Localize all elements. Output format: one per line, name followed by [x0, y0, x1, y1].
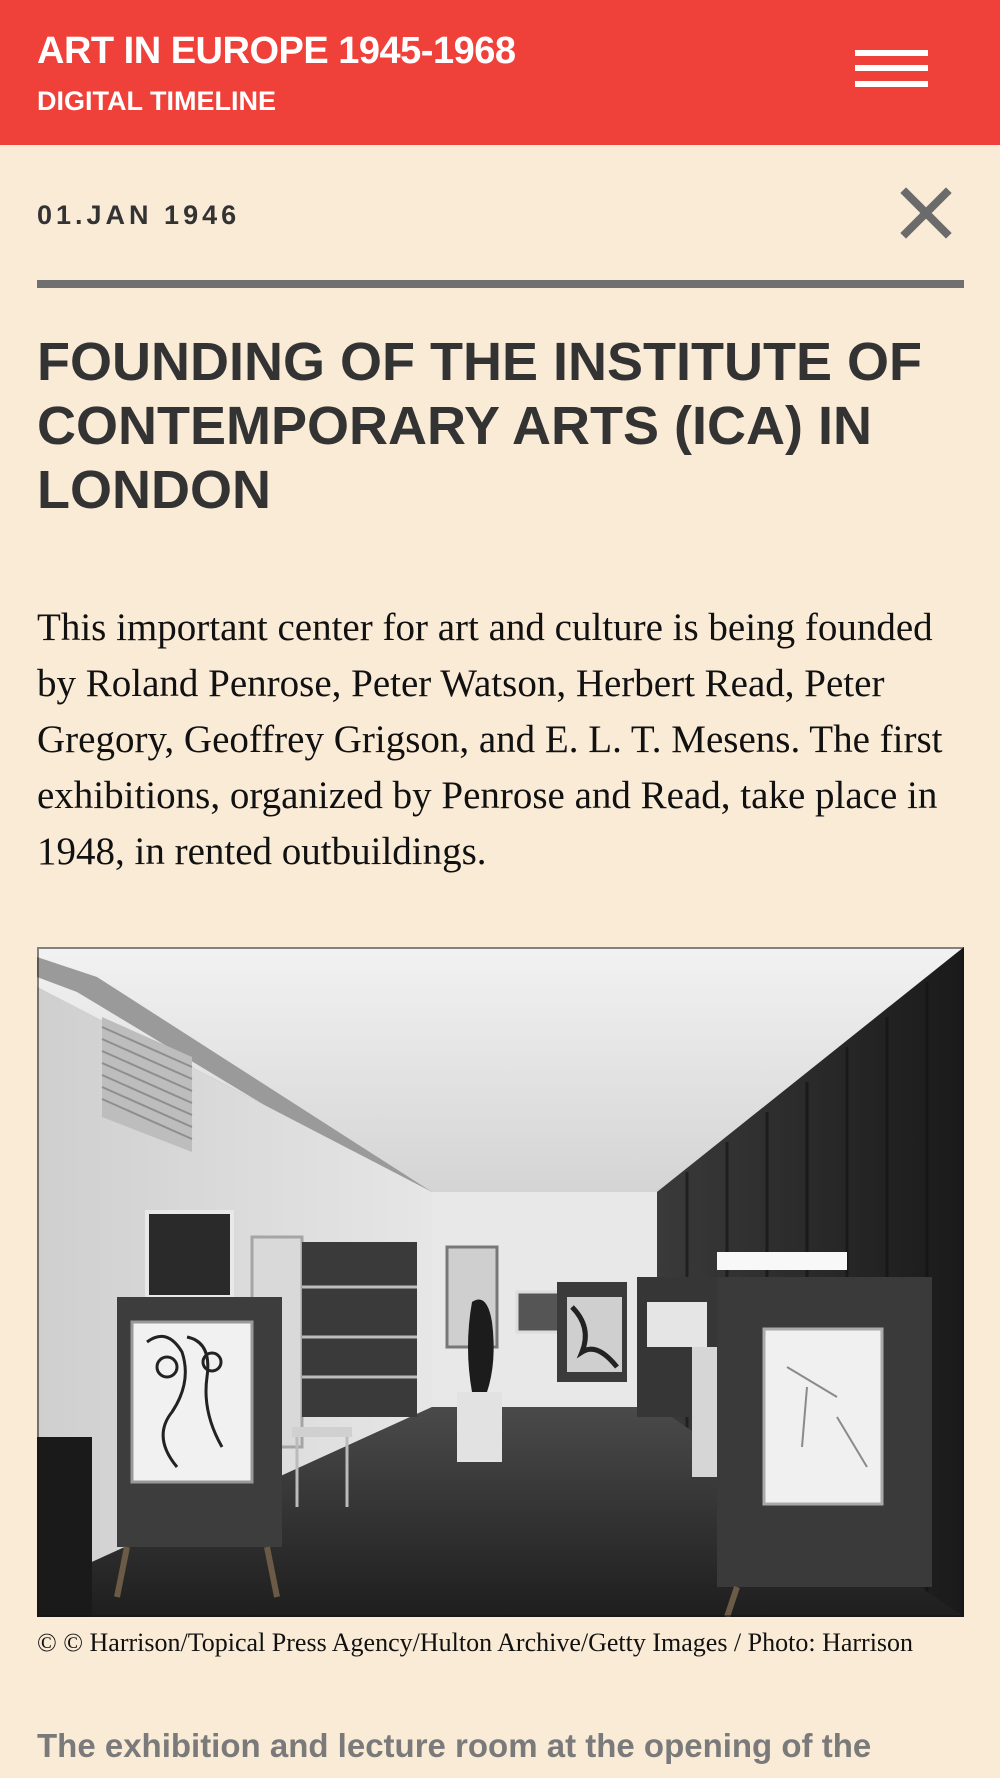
exhibition-room-photo: [37, 947, 964, 1617]
divider: [37, 280, 964, 288]
photo-credit: © © Harrison/Topical Press Agency/Hulton Archive/Getty Images / Photo: Harrison: [37, 1628, 914, 1657]
site-header: [0, 0, 1000, 145]
close-icon-glyph: [898, 185, 954, 241]
close-icon[interactable]: [898, 185, 954, 241]
site-subtitle[interactable]: DIGITAL TIMELINE: [37, 86, 276, 116]
event-title: FOUNDING OF THE INSTITUTE OF CONTEMPORARY ARTS (ICA) IN LONDON: [37, 332, 922, 520]
menu-line: [855, 81, 928, 87]
exhibition-photo[interactable]: [37, 947, 964, 1617]
event-date: 01.JAN 1946: [37, 200, 241, 230]
photo-caption: The exhibition and lecture room at the opening of the: [37, 1727, 872, 1764]
menu-line: [855, 65, 928, 71]
hamburger-menu-icon[interactable]: [850, 45, 928, 97]
site-title[interactable]: ART IN EUROPE 1945-1968: [37, 30, 516, 72]
menu-line: [855, 50, 928, 56]
event-description: This important center for art and culture is being founded by Roland Penrose, Peter Watson, Herbert Read, Peter Gregory, Geoffrey Grigson, and E. L. T. Mesens. The first exhibitions, organized by Penrose and Read, take place in 1948, in rented outbuildings.: [37, 606, 943, 873]
